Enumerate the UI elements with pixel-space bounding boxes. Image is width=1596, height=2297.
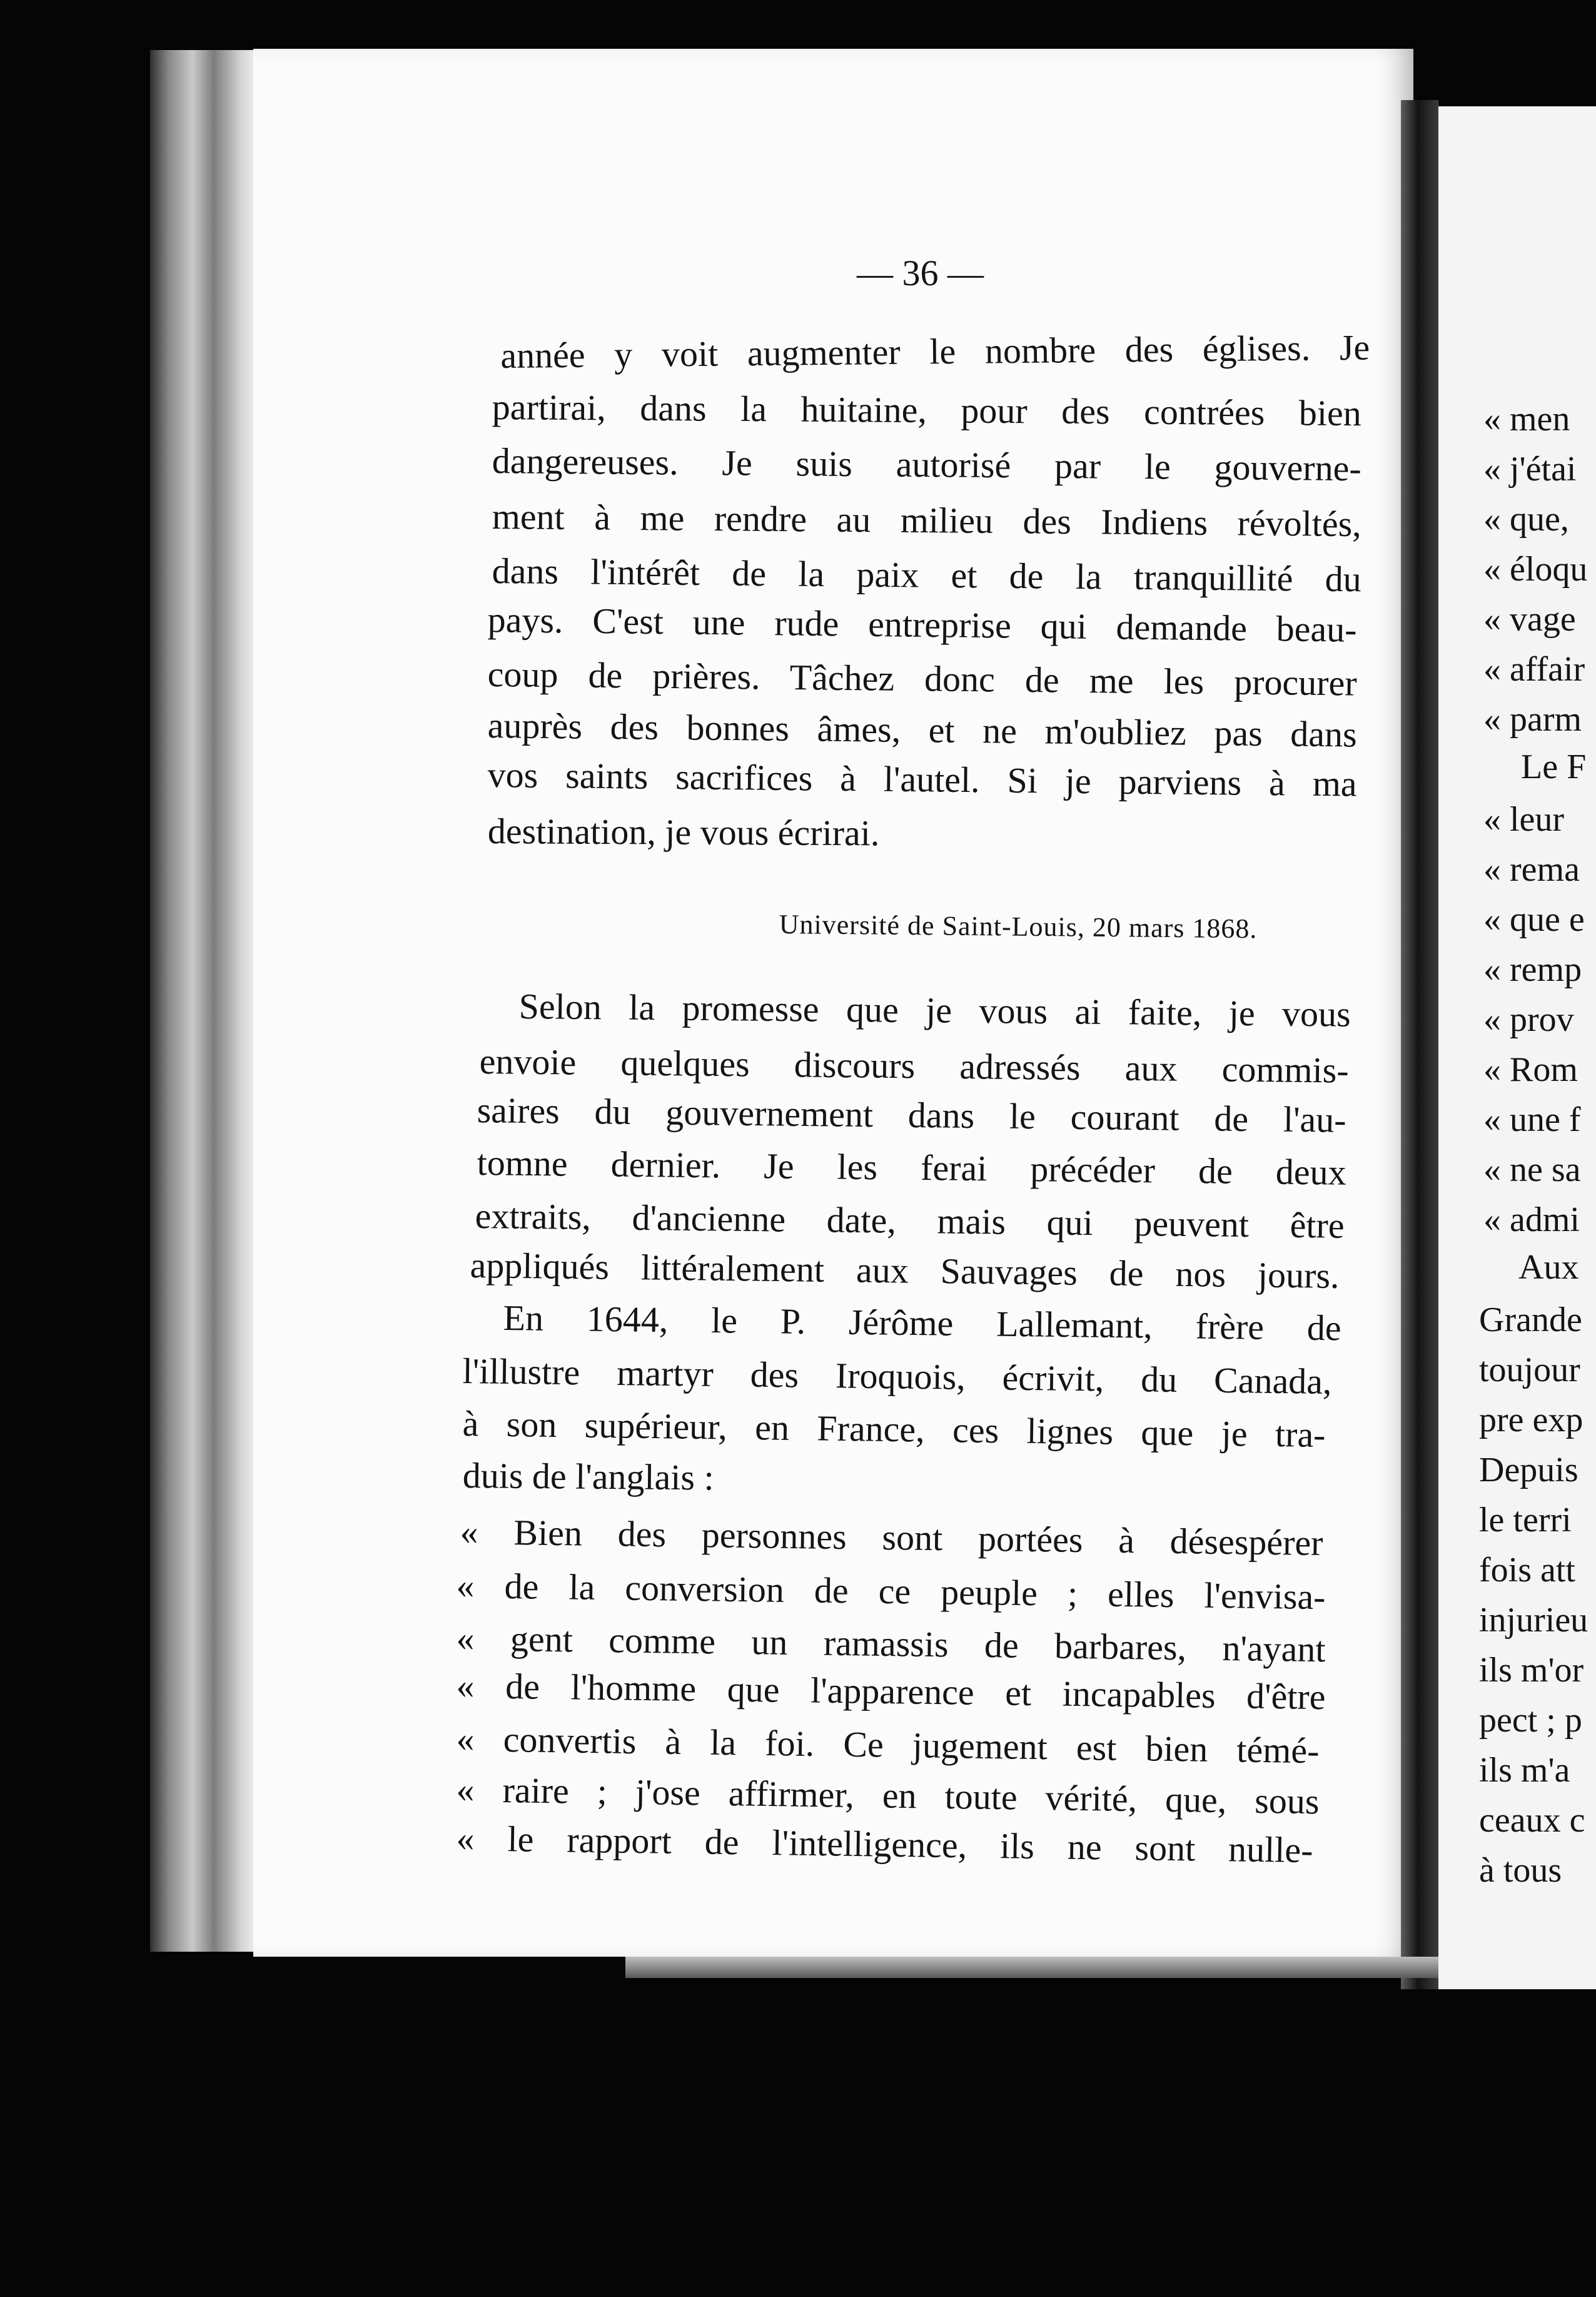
right-page-line: « éloqu (1483, 550, 1588, 589)
right-page-line: « ne sa (1483, 1150, 1581, 1189)
quote-line: « de l'homme que l'apparence et incapables d'être (456, 1665, 1326, 1718)
right-page-line: « que e (1483, 900, 1585, 939)
text-line: année y voit augmenter le nombre des églises. Je (500, 327, 1370, 376)
text-line: extraits, d'ancienne date, mais qui peuvent être (475, 1195, 1345, 1246)
right-page-line: Le F (1521, 748, 1587, 786)
right-page-line: « prov (1483, 1000, 1574, 1039)
right-page-line: Grande (1479, 1301, 1582, 1339)
text-line: vos saints sacrifices à l'autel. Si je parviens à ma (487, 754, 1357, 804)
text-line: duis de l'anglais : (462, 1455, 714, 1498)
right-page-line: toujour (1479, 1351, 1580, 1389)
right-page-line: ils m'or (1479, 1651, 1584, 1690)
right-page-line: « admi (1483, 1200, 1580, 1239)
page-number: — 36 — (857, 253, 984, 293)
right-page-line: Aux (1518, 1248, 1579, 1287)
right-page-line: « j'étai (1483, 450, 1577, 489)
quote-line: « Bien des personnes sont portées à désespérer (460, 1511, 1323, 1564)
quote-line: « de la conversion de ce peuple ; elles l'envisa- (456, 1565, 1326, 1618)
text-line: coup de prières. Tâchez donc de me les procurer (487, 654, 1357, 704)
quote-line: « gent comme un ramassis de barbares, n'ayant (456, 1618, 1326, 1670)
text-line: dans l'intérêt de la paix et de la tranquillité du (492, 550, 1361, 600)
text-line: auprès des bonnes âmes, et ne m'oubliez pas dans (487, 705, 1357, 755)
right-page-line: « parm (1483, 700, 1582, 739)
text-line: l'illustre martyr des Iroquois, écrivit, du Canada, (462, 1351, 1332, 1402)
right-page-line: pre exp (1479, 1401, 1583, 1439)
text-line: envoie quelques discours adressés aux commis- (479, 1041, 1349, 1091)
text-line: ment à me rendre au milieu des Indiens révoltés, (492, 496, 1361, 545)
right-page-line: « remp (1483, 950, 1582, 989)
dateline: Université de Saint-Louis, 20 mars 1868. (779, 909, 1258, 945)
text-line: destination, je vous écrirai. (487, 811, 880, 854)
right-page-line: ils m'a (1479, 1751, 1570, 1790)
right-page-line: le terri (1479, 1501, 1572, 1539)
text-line: appliqués littéralement aux Sauvages de nos jours. (470, 1245, 1340, 1296)
right-page-line: « rema (1483, 850, 1580, 889)
right-page-line: Depuis (1479, 1451, 1578, 1489)
right-page-line: « vage (1483, 600, 1576, 639)
right-page-line: fois att (1479, 1551, 1575, 1590)
right-page-line: « Rom (1483, 1050, 1578, 1089)
right-page-line: « leur (1483, 800, 1565, 839)
right-page-line: ceaux c (1479, 1801, 1585, 1840)
quote-line: « le rapport de l'intelligence, ils ne sont nulle- (456, 1818, 1313, 1871)
right-page-line: « men (1483, 400, 1570, 439)
quote-line: « convertis à la foi. Ce jugement est bien témé- (456, 1718, 1320, 1772)
text-line: En 1644, le P. Jérôme Lallemant, frère de (503, 1297, 1341, 1349)
right-page-line: pect ; p (1479, 1701, 1582, 1740)
right-page-line: « une f (1483, 1100, 1581, 1139)
text-line: saires du gouvernement dans le courant de l'au- (477, 1090, 1346, 1140)
text-line: Selon la promesse que je vous ai faite, je vous (518, 986, 1351, 1035)
book-gutter (1401, 100, 1438, 1989)
text-line: partirai, dans la huitaine, pour des contrées bien (492, 387, 1361, 434)
right-page-line: à tous (1479, 1851, 1562, 1890)
right-page-line: injurieu (1479, 1601, 1588, 1640)
right-page-line: « affair (1483, 650, 1585, 689)
text-line: à son supérieur, en France, ces lignes que je tra- (462, 1403, 1326, 1456)
page-bottom-edge (625, 1957, 1438, 1978)
right-page-line: « que, (1483, 500, 1569, 539)
text-line: pays. C'est une rude entreprise qui demande beau- (487, 599, 1357, 650)
page-stack-edge (150, 50, 256, 1952)
quote-line: « raire ; j'ose affirmer, en toute vérité, que, sous (456, 1769, 1320, 1822)
text-line: tomne dernier. Je les ferai précéder de deux (477, 1142, 1346, 1193)
text-line: dangereuses. Je suis autorisé par le gouverne- (492, 440, 1361, 489)
